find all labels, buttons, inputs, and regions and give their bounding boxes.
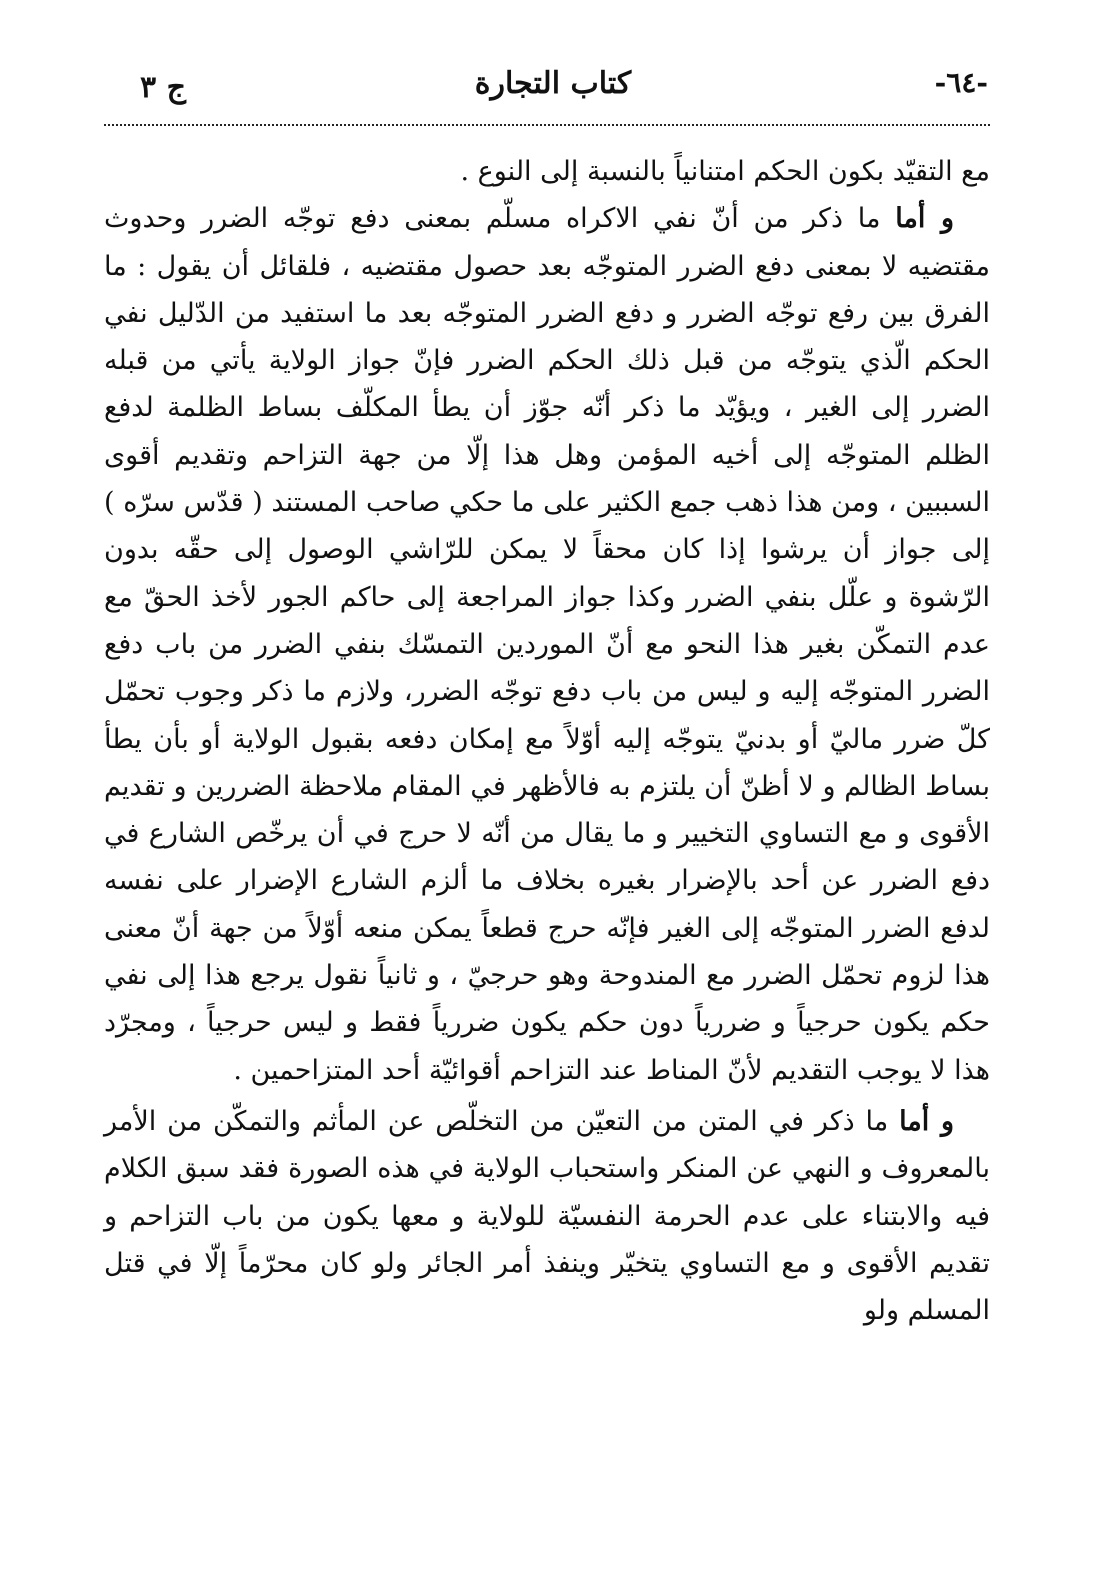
volume-label: ج ٣ — [140, 70, 186, 105]
paragraph-lead: و أما — [899, 1105, 954, 1137]
paragraph-text: ما ذكر في المتن من التعيّن من التخلّص عن المأثم والتمكّن من الأمر بالمعروف و النهي عن المنكر واستحباب الولاية في هذه الصورة فقد سبق الكلام فيه والابتناء على عدم الحرمة النفسيّة للولاية و معها يكون من باب التزاحم و تقديم الأقوى و مع التساوي يتخيّر وينفذ أمر الجائر ولو كان محرّماً إلّا في قتل المسلم ولو — [104, 1105, 990, 1327]
paragraph — [104, 1098, 990, 1334]
running-title: كتاب التجارة — [474, 66, 632, 101]
paragraph — [104, 148, 990, 195]
paragraph-lead: و أما — [895, 203, 954, 235]
header-divider — [104, 124, 990, 126]
paragraph — [104, 195, 990, 1094]
paragraph-text: ما ذكر من أنّ نفي الاكراه مسلّم بمعنى دفع توجّه الضرر وحدوث مقتضيه لا بمعنى دفع الضرر المتوجّه بعد حصول مقتضيه ، فلقائل أن يقول : ما الفرق بين رفع توجّه الضرر و دفع الضرر المتوجّه بعد ما استفيد من الدّليل نفي الحكم الّذي يتوجّه من قبل ذلك الحكم الضرر فإنّ جواز الولاية يأتي من قبله الضرر إلى الغير ، ويؤيّد ما ذكر أنّه جوّز أن يطأ المكلّف بساط الظلمة لدفع الظلم المتوجّه إلى أخيه المؤمن وهل هذا إلّا من جهة التزاحم وتقديم أقوى السببين ، ومن هذا ذهب جمع الكثير على ما حكي صاحب المستند ( قدّس سرّه ) إلى جواز أن يرشوا إذا كان محقاً لا يمكن للرّاشي الوصول إلى حقّه بدون الرّشوة و علّل بنفي الضرر وكذا جواز المراجعة إلى حاكم الجور لأخذ الحقّ مع عدم التمكّن بغير هذا النحو مع أنّ الموردين التمسّك بنفي الضرر من باب دفع الضرر المتوجّه إليه و ليس من باب دفع توجّه الضرر، ولازم ما ذكر وجوب تحمّل كلّ ضرر ماليّ أو بدنيّ يتوجّه إليه أوّلاً مع إمكان دفعه بقبول الولاية أو بأن يطأ بساط الظالم و لا أظنّ أن يلتزم به فالأظهر في المقام ملاحظة الضررين و تقديم الأقوى و مع التساوي التخيير و ما يقال من أنّه لا حرج في أن يرخّص الشارع في دفع الضرر عن أحد بالإضرار بغيره بخلاف ما ألزم الشارع الإضرار على نفسه لدفع الضرر المتوجّه إلى الغير فإنّه حرج قطعاً يمكن منعه أوّلاً من جهة أنّ معنى هذا لزوم تحمّل الضرر مع المندوحة وهو حرجيّ ، و ثانياً نقول يرجع هذا إلى نفي حكم يكون حرجياً و ضررياً دون حكم يكون ضررياً فقط و ليس حرجياً ، ومجرّد هذا لا يوجب التقديم لأنّ المناط عند التزاحم أقوائيّة أحد المتزاحمين . — [104, 203, 990, 1086]
body-text — [104, 148, 990, 1334]
page-header — [118, 62, 988, 112]
paragraph-text: مع التقيّد بكون الحكم امتنانياً بالنسبة إلى النوع . — [460, 156, 990, 187]
page-number: -٦٤- — [934, 66, 988, 99]
